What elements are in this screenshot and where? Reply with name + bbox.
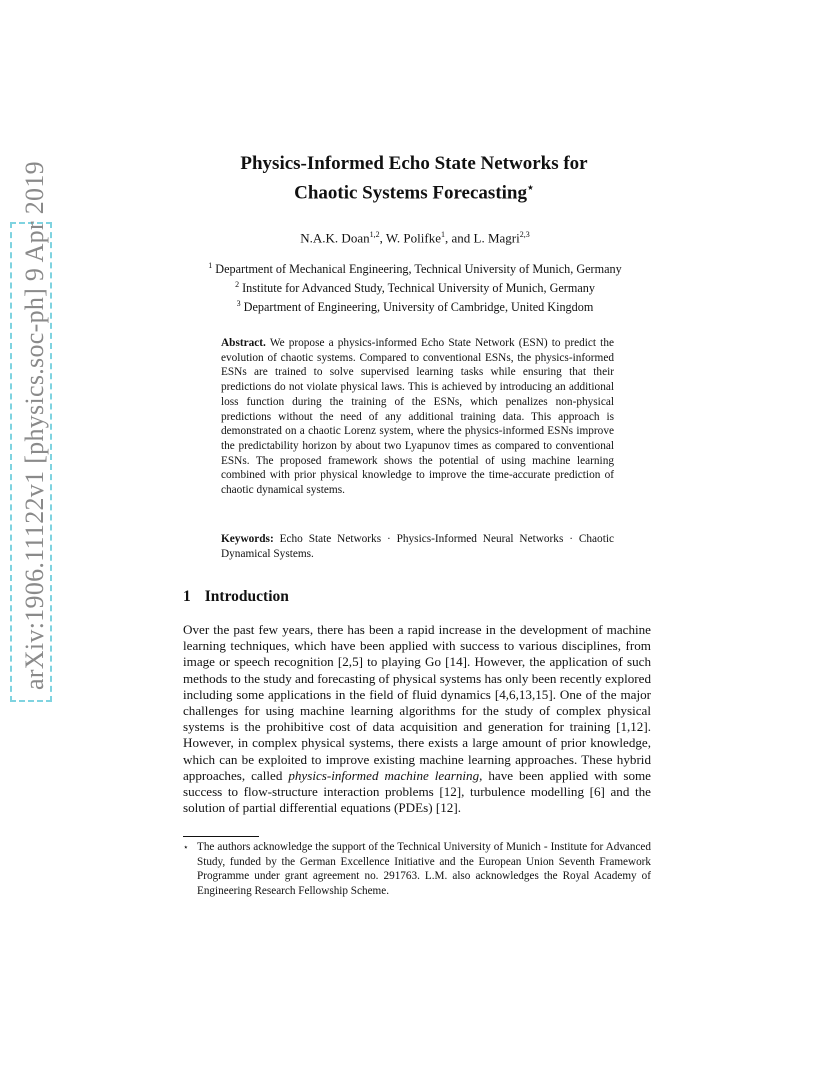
introduction-paragraph [183, 622, 651, 816]
affiliation-text: Department of Mechanical Engineering, Technical University of Munich, Germany [215, 262, 622, 277]
footnote-divider [183, 836, 259, 837]
abstract-label: Abstract. [221, 337, 266, 349]
author-affil-sup: 2,3 [519, 230, 530, 239]
title-line-2: Chaotic Systems Forecasting [294, 182, 527, 204]
author-polifke: , W. Polifke [379, 230, 441, 246]
author-doan: N.A.K. Doan [300, 230, 370, 246]
citation-link[interactable]: [2,5] [337, 654, 363, 670]
footnote-text: The authors acknowledge the support of the Technical University of Munich - Institute for Advanced Study, funded by the German Excellence Initiative and the European Union Seventh Framework Programme under grant agreement no. 291763. L.M. also acknowledges the Royal Academy of Engineering Research Fellowship Scheme. [197, 841, 651, 897]
intro-text: to playing Go [362, 654, 446, 670]
citation-link[interactable]: [12] [435, 800, 458, 816]
section-title: Introduction [204, 588, 289, 605]
affiliation-number: 2 [235, 280, 240, 290]
abstract-text: We propose a physics-informed Echo State Network (ESN) to predict the evolution of chaotic systems. Compared to conventional ESNs, the physics-informed ESNs are trained to solve supervised learning tasks while ensuring that their predictions do not violate physical laws. This is achieved by introducing an additional loss function during the training of the ESNs, which penalizes non-physical predictions without the need of any additional training data. This approach is demonstrated on a chaotic Lorenz system, where the physics-informed ESNs improve the predictability horizon by about two Lyapunov times as compared to conventional ESNs. The proposed framework shows the potential of using machine learning combined with prior physical knowledge to improve the time-accurate prediction of chaotic dynamical systems. [221, 337, 614, 497]
intro-text: . [457, 800, 461, 816]
affiliation-text: Institute for Advanced Study, Technical University of Munich, Germany [242, 281, 595, 296]
intro-text: , have been applied with some success to flow-structure interaction problems [183, 767, 651, 800]
affiliation-number: 3 [236, 299, 241, 309]
keywords [221, 532, 614, 561]
author-affil-sup: 1,2 [369, 230, 380, 239]
intro-text: Over the past few years, there has been a rapid increase in the development of machine learning techniques, which have been applied with success to various disciplines, from image or speech recognition [183, 622, 651, 670]
intro-text: . However, in complex physical systems, there exists a large amount of prior knowledge, which can be exploited to improve existing machine learning approaches. These hybrid approaches, called [183, 719, 651, 783]
abstract [221, 336, 614, 498]
keywords-label: Keywords: [221, 533, 274, 545]
citation-link[interactable]: [4,6,13,15] [494, 686, 553, 702]
keywords-text: Echo State Networks · Physics-Informed Neural Networks · Chaotic Dynamical Systems. [221, 533, 614, 560]
section-heading [183, 588, 289, 606]
author-list [180, 230, 650, 246]
author-magri: , and L. Magri [445, 230, 520, 246]
affiliation-item [150, 277, 680, 296]
affiliation-text: Department of Engineering, University of Cambridge, United Kingdom [243, 300, 594, 315]
citation-link[interactable]: [1,12] [616, 719, 648, 735]
affiliation-list [150, 258, 680, 315]
paper-title [150, 152, 678, 205]
arxiv-identifier[interactable]: arXiv:1906.11122v1 [physics.soc-ph] 9 Apr 2019 [20, 161, 49, 690]
title-footnote-mark[interactable]: ⋆ [527, 182, 534, 194]
section-number: 1 [183, 588, 191, 605]
intro-text: . However, the application of such methods to the study and forecasting of physical systems has only been recently explored including some applications in the field of fluid dynamics [183, 654, 651, 702]
citation-link[interactable]: [12] [439, 784, 462, 800]
footnote [183, 840, 651, 898]
intro-text: . One of the major challenges for using machine learning algorithms for the study of complex physical systems is the prohibitive cost of data acquisition and generation for training [183, 686, 651, 735]
affiliation-item [150, 258, 680, 277]
intro-text: , turbulence modelling [461, 784, 590, 800]
affiliation-number: 1 [208, 261, 213, 270]
intro-text: and the solution of partial differential equations (PDEs) [183, 784, 651, 816]
citation-link[interactable]: [14] [445, 654, 467, 670]
author-affil-sup: 1 [441, 230, 445, 239]
footnote-mark: ⋆ [183, 842, 189, 852]
citation-link[interactable]: [6] [589, 784, 605, 800]
title-line-1: Physics-Informed Echo State Networks for [240, 153, 588, 174]
affiliation-item [150, 296, 680, 315]
intro-emphasis: physics-informed machine learning [288, 767, 480, 783]
